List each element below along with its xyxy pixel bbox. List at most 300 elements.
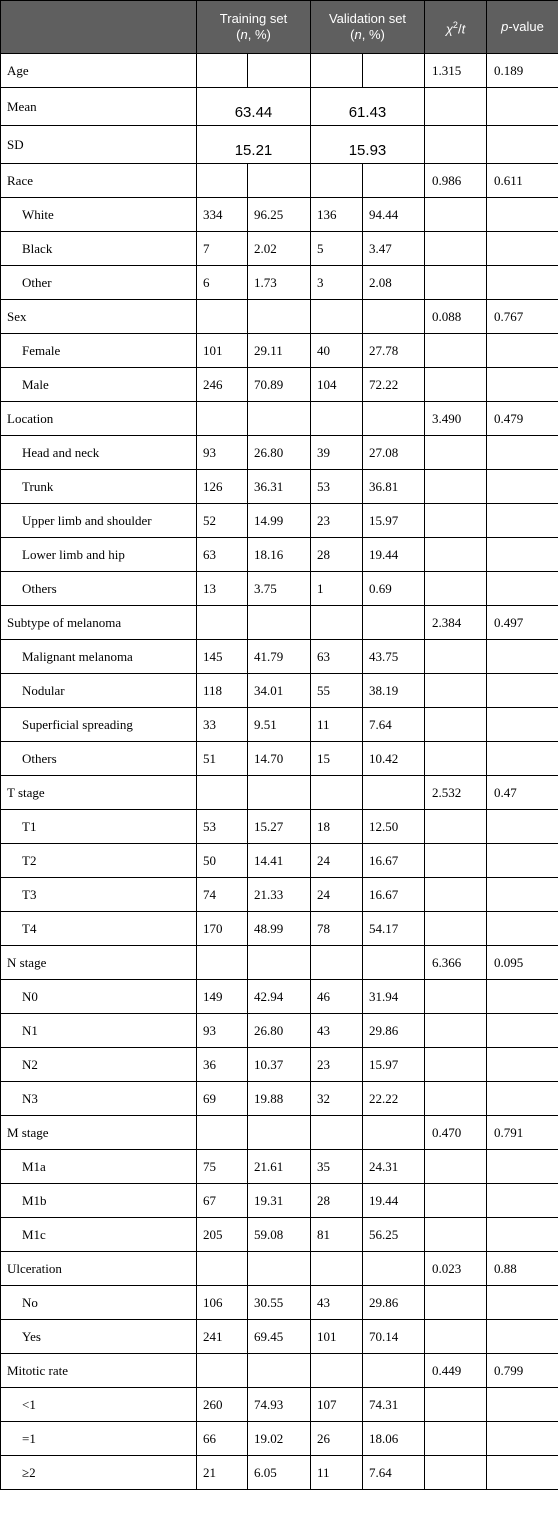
p-value [487,368,558,402]
chi-square-value [425,232,487,266]
validation-n [311,606,363,640]
validation-percent: 18.06 [363,1422,425,1456]
training-n: 74 [197,878,248,912]
training-n: 334 [197,198,248,232]
chi-square-value: 0.470 [425,1116,487,1150]
validation-n: 53 [311,470,363,504]
row-label: Trunk [1,470,197,504]
training-percent [248,606,311,640]
row-label: N1 [1,1014,197,1048]
row-label: M1b [1,1184,197,1218]
training-percent: 14.99 [248,504,311,538]
training-percent: 19.02 [248,1422,311,1456]
chi-square-value: 6.366 [425,946,487,980]
training-n [197,776,248,810]
p-value [487,1082,558,1116]
validation-percent [363,1354,425,1388]
training-n: 67 [197,1184,248,1218]
validation-percent: 10.42 [363,742,425,776]
row-label: Malignant melanoma [1,640,197,674]
validation-n: 24 [311,844,363,878]
validation-percent: 94.44 [363,198,425,232]
validation-percent: 16.67 [363,878,425,912]
validation-n: 28 [311,538,363,572]
validation-n: 63 [311,640,363,674]
chi-square-value: 0.023 [425,1252,487,1286]
training-n: 205 [197,1218,248,1252]
row-label: Superficial spreading [1,708,197,742]
variable-row [1,606,558,640]
row-label: <1 [1,1388,197,1422]
training-n [197,300,248,334]
row-label: T3 [1,878,197,912]
chi-square-value [425,126,487,164]
p-value [487,1150,558,1184]
row-label: Male [1,368,197,402]
training-n: 93 [197,1014,248,1048]
chi-square-value: 0.986 [425,164,487,198]
training-n: 66 [197,1422,248,1456]
chi-square-value [425,266,487,300]
training-n: 106 [197,1286,248,1320]
validation-percent [363,54,425,88]
row-label: Sex [1,300,197,334]
training-percent [248,164,311,198]
training-percent [248,1116,311,1150]
training-n: 36 [197,1048,248,1082]
row-label: T stage [1,776,197,810]
validation-n [311,54,363,88]
table-body [1,54,558,1490]
p-value: 0.497 [487,606,558,640]
validation-percent: 72.22 [363,368,425,402]
validation-n: 24 [311,878,363,912]
validation-n: 39 [311,436,363,470]
p-value: 0.791 [487,1116,558,1150]
category-row [1,980,558,1014]
category-row [1,504,558,538]
p-value: 0.611 [487,164,558,198]
category-row [1,1320,558,1354]
row-label: Mean [1,88,197,126]
row-label: Nodular [1,674,197,708]
chi-square-value [425,88,487,126]
training-n: 6 [197,266,248,300]
category-row [1,470,558,504]
row-label: Female [1,334,197,368]
validation-percent: 56.25 [363,1218,425,1252]
training-percent: 10.37 [248,1048,311,1082]
p-value [487,1286,558,1320]
validation-n [311,300,363,334]
chi-square-value [425,1320,487,1354]
training-percent: 69.45 [248,1320,311,1354]
validation-percent: 2.08 [363,266,425,300]
training-percent: 1.73 [248,266,311,300]
chi-square-value [425,1388,487,1422]
validation-n: 107 [311,1388,363,1422]
row-label: M stage [1,1116,197,1150]
chi-square-value [425,912,487,946]
chi-square-value [425,1048,487,1082]
row-label: Mitotic rate [1,1354,197,1388]
validation-percent [363,776,425,810]
validation-value: 15.93 [311,126,425,164]
validation-percent: 15.97 [363,1048,425,1082]
training-n: 7 [197,232,248,266]
validation-n: 28 [311,1184,363,1218]
validation-n [311,1252,363,1286]
training-n: 93 [197,436,248,470]
variable-row [1,88,558,126]
chi-square-value [425,980,487,1014]
row-label: Age [1,54,197,88]
validation-n: 5 [311,232,363,266]
row-label: White [1,198,197,232]
row-label: M1c [1,1218,197,1252]
p-value [487,1388,558,1422]
category-row [1,334,558,368]
row-label: ≥2 [1,1456,197,1490]
row-label: T1 [1,810,197,844]
training-n: 101 [197,334,248,368]
training-percent: 42.94 [248,980,311,1014]
row-label: Others [1,572,197,606]
training-n: 69 [197,1082,248,1116]
validation-percent [363,164,425,198]
p-value [487,572,558,606]
row-label: SD [1,126,197,164]
category-row [1,1218,558,1252]
validation-n: 11 [311,708,363,742]
training-n: 52 [197,504,248,538]
training-n: 50 [197,844,248,878]
chi-square-value [425,810,487,844]
validation-set-subtitle: (n, %) [350,27,385,42]
p-value [487,198,558,232]
row-label: Ulceration [1,1252,197,1286]
validation-n [311,1354,363,1388]
validation-n: 55 [311,674,363,708]
validation-percent: 38.19 [363,674,425,708]
p-value [487,912,558,946]
row-label: Race [1,164,197,198]
header-row [1,1,558,54]
header-chi-square: $\chi^2/t$ [425,1,487,54]
p-value [487,810,558,844]
chi-square-value [425,1014,487,1048]
validation-percent: 29.86 [363,1286,425,1320]
validation-percent: 24.31 [363,1150,425,1184]
validation-n [311,946,363,980]
training-set-title: Training set [219,11,288,26]
chi-square-value [425,334,487,368]
row-label: N2 [1,1048,197,1082]
variable-row [1,126,558,164]
training-percent: 6.05 [248,1456,311,1490]
p-value [487,1048,558,1082]
p-value [487,334,558,368]
header-variable-cell [1,1,197,54]
category-row [1,368,558,402]
row-label: Head and neck [1,436,197,470]
chi-square-value [425,1422,487,1456]
row-label: T4 [1,912,197,946]
p-value [487,232,558,266]
validation-value: 61.43 [311,88,425,126]
training-n [197,1116,248,1150]
training-n: 170 [197,912,248,946]
row-label: M1a [1,1150,197,1184]
category-row [1,1388,558,1422]
training-percent: 19.31 [248,1184,311,1218]
category-row [1,232,558,266]
chi-square-value [425,1286,487,1320]
row-label: Upper limb and shoulder [1,504,197,538]
training-n [197,606,248,640]
p-value [487,504,558,538]
training-percent: 3.75 [248,572,311,606]
row-label: N3 [1,1082,197,1116]
training-percent: 15.27 [248,810,311,844]
validation-n: 104 [311,368,363,402]
category-row [1,198,558,232]
training-percent: 34.01 [248,674,311,708]
chi-square-value [425,538,487,572]
training-n: 21 [197,1456,248,1490]
training-percent: 74.93 [248,1388,311,1422]
p-value [487,88,558,126]
validation-percent: 19.44 [363,538,425,572]
training-percent: 14.41 [248,844,311,878]
category-row [1,572,558,606]
validation-percent: 74.31 [363,1388,425,1422]
chi-square-value: 0.449 [425,1354,487,1388]
category-row [1,1286,558,1320]
category-row [1,1150,558,1184]
variable-row [1,164,558,198]
validation-percent: 36.81 [363,470,425,504]
training-n: 149 [197,980,248,1014]
validation-n: 18 [311,810,363,844]
p-value [487,126,558,164]
chi-square-value [425,674,487,708]
training-percent: 21.33 [248,878,311,912]
chi-square-value: 1.315 [425,54,487,88]
chi-square-value: 0.088 [425,300,487,334]
chi-square-value [425,368,487,402]
category-row [1,674,558,708]
chi-square-value [425,844,487,878]
p-value [487,674,558,708]
row-label: Subtype of melanoma [1,606,197,640]
category-row [1,1456,558,1490]
chi-square-value [425,742,487,776]
variable-row [1,300,558,334]
category-row [1,708,558,742]
p-value [487,1320,558,1354]
p-value: 0.767 [487,300,558,334]
variable-row [1,1116,558,1150]
training-value: 15.21 [197,126,311,164]
p-value [487,266,558,300]
validation-percent [363,606,425,640]
validation-n: 35 [311,1150,363,1184]
p-value [487,640,558,674]
training-set-subtitle: (n, %) [236,27,271,42]
p-value [487,742,558,776]
training-n [197,54,248,88]
training-n: 126 [197,470,248,504]
chi-square-value [425,640,487,674]
validation-n: 32 [311,1082,363,1116]
row-label: Other [1,266,197,300]
training-percent: 21.61 [248,1150,311,1184]
training-n: 145 [197,640,248,674]
variable-row [1,776,558,810]
row-label: T2 [1,844,197,878]
variable-row [1,402,558,436]
training-percent: 96.25 [248,198,311,232]
p-value [487,708,558,742]
p-value: 0.189 [487,54,558,88]
chi-square-value [425,708,487,742]
validation-n: 26 [311,1422,363,1456]
p-value [487,980,558,1014]
training-n: 75 [197,1150,248,1184]
validation-n: 23 [311,504,363,538]
validation-percent: 0.69 [363,572,425,606]
training-n: 241 [197,1320,248,1354]
validation-n: 101 [311,1320,363,1354]
variable-row [1,946,558,980]
p-value: 0.479 [487,402,558,436]
training-percent: 2.02 [248,232,311,266]
p-value [487,1456,558,1490]
category-row [1,640,558,674]
validation-n [311,402,363,436]
p-value [487,538,558,572]
category-row [1,912,558,946]
row-label: =1 [1,1422,197,1456]
training-n [197,1252,248,1286]
training-percent: 36.31 [248,470,311,504]
chi-square-value [425,436,487,470]
training-percent: 26.80 [248,436,311,470]
validation-percent: 22.22 [363,1082,425,1116]
training-percent: 14.70 [248,742,311,776]
validation-percent: 3.47 [363,232,425,266]
p-value [487,1184,558,1218]
p-value: 0.88 [487,1252,558,1286]
validation-n: 43 [311,1014,363,1048]
chi-square-value [425,572,487,606]
chi-square-value: 3.490 [425,402,487,436]
training-percent [248,1252,311,1286]
training-percent: 41.79 [248,640,311,674]
validation-n: 1 [311,572,363,606]
row-label: Lower limb and hip [1,538,197,572]
category-row [1,878,558,912]
training-n: 33 [197,708,248,742]
variable-row [1,1354,558,1388]
row-label: No [1,1286,197,1320]
header-validation-set [311,1,425,54]
validation-percent: 43.75 [363,640,425,674]
chi-square-value: 2.532 [425,776,487,810]
training-n: 53 [197,810,248,844]
training-percent: 18.16 [248,538,311,572]
p-value: 0.799 [487,1354,558,1388]
validation-percent [363,300,425,334]
row-label: N stage [1,946,197,980]
training-n [197,1354,248,1388]
category-row [1,810,558,844]
training-n: 13 [197,572,248,606]
p-value [487,436,558,470]
validation-n: 23 [311,1048,363,1082]
validation-n: 3 [311,266,363,300]
chi-square-value [425,878,487,912]
p-value [487,1218,558,1252]
row-label: Black [1,232,197,266]
chi-square-value [425,1150,487,1184]
category-row [1,266,558,300]
validation-percent: 27.78 [363,334,425,368]
training-percent: 59.08 [248,1218,311,1252]
validation-percent: 16.67 [363,844,425,878]
variable-row [1,54,558,88]
p-value [487,470,558,504]
training-n [197,402,248,436]
chi-square-value [425,1184,487,1218]
validation-percent: 54.17 [363,912,425,946]
category-row [1,1082,558,1116]
training-percent: 48.99 [248,912,311,946]
category-row [1,1048,558,1082]
category-row [1,742,558,776]
training-n: 63 [197,538,248,572]
validation-n [311,776,363,810]
validation-n: 43 [311,1286,363,1320]
training-n: 118 [197,674,248,708]
p-value [487,1422,558,1456]
validation-percent: 7.64 [363,1456,425,1490]
validation-percent [363,946,425,980]
p-value: 0.47 [487,776,558,810]
chi-square-value [425,198,487,232]
header-training-set [197,1,311,54]
validation-percent [363,1116,425,1150]
validation-n: 11 [311,1456,363,1490]
validation-percent: 7.64 [363,708,425,742]
validation-set-title: Validation set [328,11,407,26]
training-percent [248,300,311,334]
chi-square-value [425,504,487,538]
p-value [487,844,558,878]
row-label: Others [1,742,197,776]
training-value: 63.44 [197,88,311,126]
validation-percent: 19.44 [363,1184,425,1218]
chi-square-value [425,470,487,504]
training-percent [248,1354,311,1388]
validation-percent: 15.97 [363,504,425,538]
validation-n [311,1116,363,1150]
training-percent [248,402,311,436]
row-label: Yes [1,1320,197,1354]
variable-row [1,1252,558,1286]
category-row [1,436,558,470]
